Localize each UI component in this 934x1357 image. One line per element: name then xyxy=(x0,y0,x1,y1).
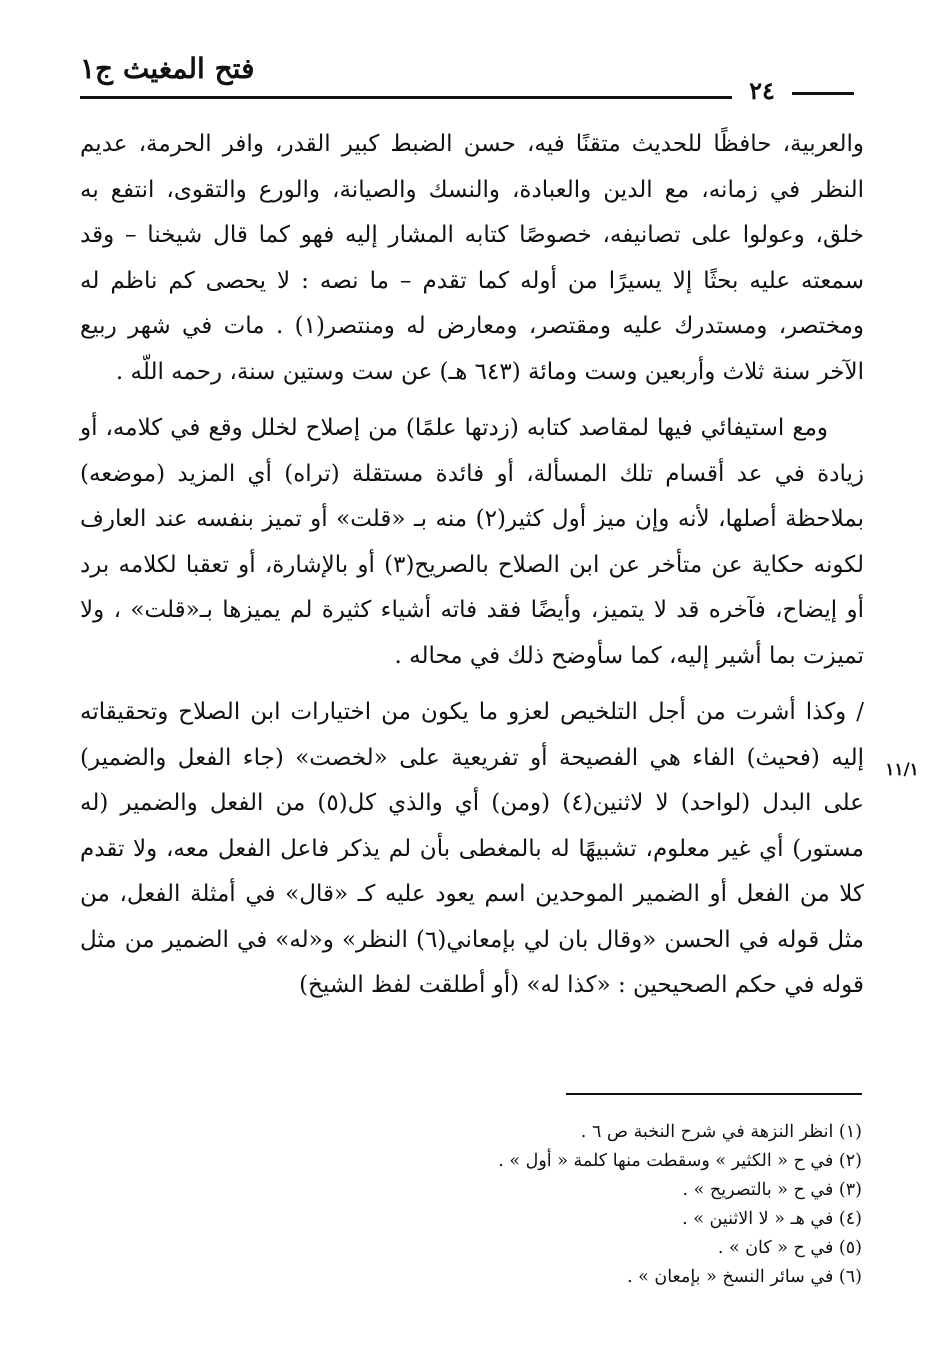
footnote-4: (٤) في هـ « لا الاثنين » . xyxy=(682,1209,862,1229)
header-rule xyxy=(80,96,732,99)
main-text xyxy=(80,122,864,1009)
margin-reference: ١١/١ xyxy=(885,760,919,780)
footnote-2: (٢) في ح « الكثير » وسقطت منها كلمة « أول » . xyxy=(498,1151,862,1171)
footnote-6: (٦) في سائر النسخ « بإمعان » . xyxy=(626,1267,862,1287)
page-number: ٢٤ xyxy=(749,76,775,105)
running-title: فتح المغيث ج١ xyxy=(80,52,255,85)
footnote-5: (٥) في ح « كان » . xyxy=(717,1238,862,1258)
paragraph-1: والعربية، حافظًا للحديث متقنًا فيه، حسن الضبط كبير القدر، وافر الحرمة، عديم النظر في زمانه، مع الدين والعبادة، والنسك والصيانة، والورع والتقوى، انتفع به خلق، وعولوا على تصانيفه، خصوصًا كتابه المشار إليه فهو كما قال شيخنا – وقد سمعته عليه بحثًا إلا يسيرًا من أوله كما تقدم – ما نصه : لا يحصى كم ناظم له ومختصر، ومستدرك عليه ومقتصر، ومعارض له ومنتصر(١) . مات في شهر ربيع الآخر سنة ثلاث وأربعين وست ومائة (٦٤٣ هـ) عن ست وستين سنة، رحمه اللّه . xyxy=(80,131,864,385)
footnotes xyxy=(380,1118,862,1292)
footnote-3: (٣) في ح « بالتصريح » . xyxy=(682,1180,862,1200)
footnote-1: (١) انظر النزهة في شرح النخبة ص ٦ . xyxy=(580,1122,862,1142)
paragraph-2: ومع استيفائي فيها لمقاصد كتابه (زدتها علمًا) من إصلاح لخلل وقع في كلامه، أو زيادة في عد أقسام تلك المسألة، أو فائدة مستقلة (تراه) أي المزيد (موضعه) بملاحظة أصلها، لأنه وإن ميز أول كثير(٢) منه بـ «قلت» أو تميز بنفسه عند العارف لكونه حكاية عن متأخر عن ابن الصلاح بالصريح(٣) أو بالإشارة، أو تعقبا لكلامه برد أو إيضاح، فآخره قد لا يتميز، وأيضًا فقد فاته أشياء كثيرة لم يميزها بـ«قلت» ، ولا تميزت بما أشير إليه، كما سأوضح ذلك في محاله . xyxy=(80,415,865,669)
footnote-separator xyxy=(566,1093,862,1095)
header-dash xyxy=(792,92,854,95)
paragraph-3: / وكذا أشرت من أجل التلخيص لعزو ما يكون من اختيارات ابن الصلاح وتحقيقاته إليه (فحيث) الفاء هي الفصيحة أو تفريعية على «لخصت» (جاء الفعل والضمير) على البدل (لواحد) لا لاثنين(٤) (ومن) أي والذي كل(٥) من الفعل والضمير (له مستور) أي غير معلوم، تشبيهًا له بالمغطى بأن لم يذكر فاعل الفعل معه، ولا تقدم كلا من الفعل أو الضمير الموحدين اسم يعود عليه كـ «قال» في أمثلة الفعل، من مثل قوله في الحسن «وقال بان لي بإمعاني(٦) النظر» و«له» في الضمير من مثل قوله في حكم الصحيحين : «كذا له» (أو أطلقت لفظ الشيخ) xyxy=(80,699,864,998)
